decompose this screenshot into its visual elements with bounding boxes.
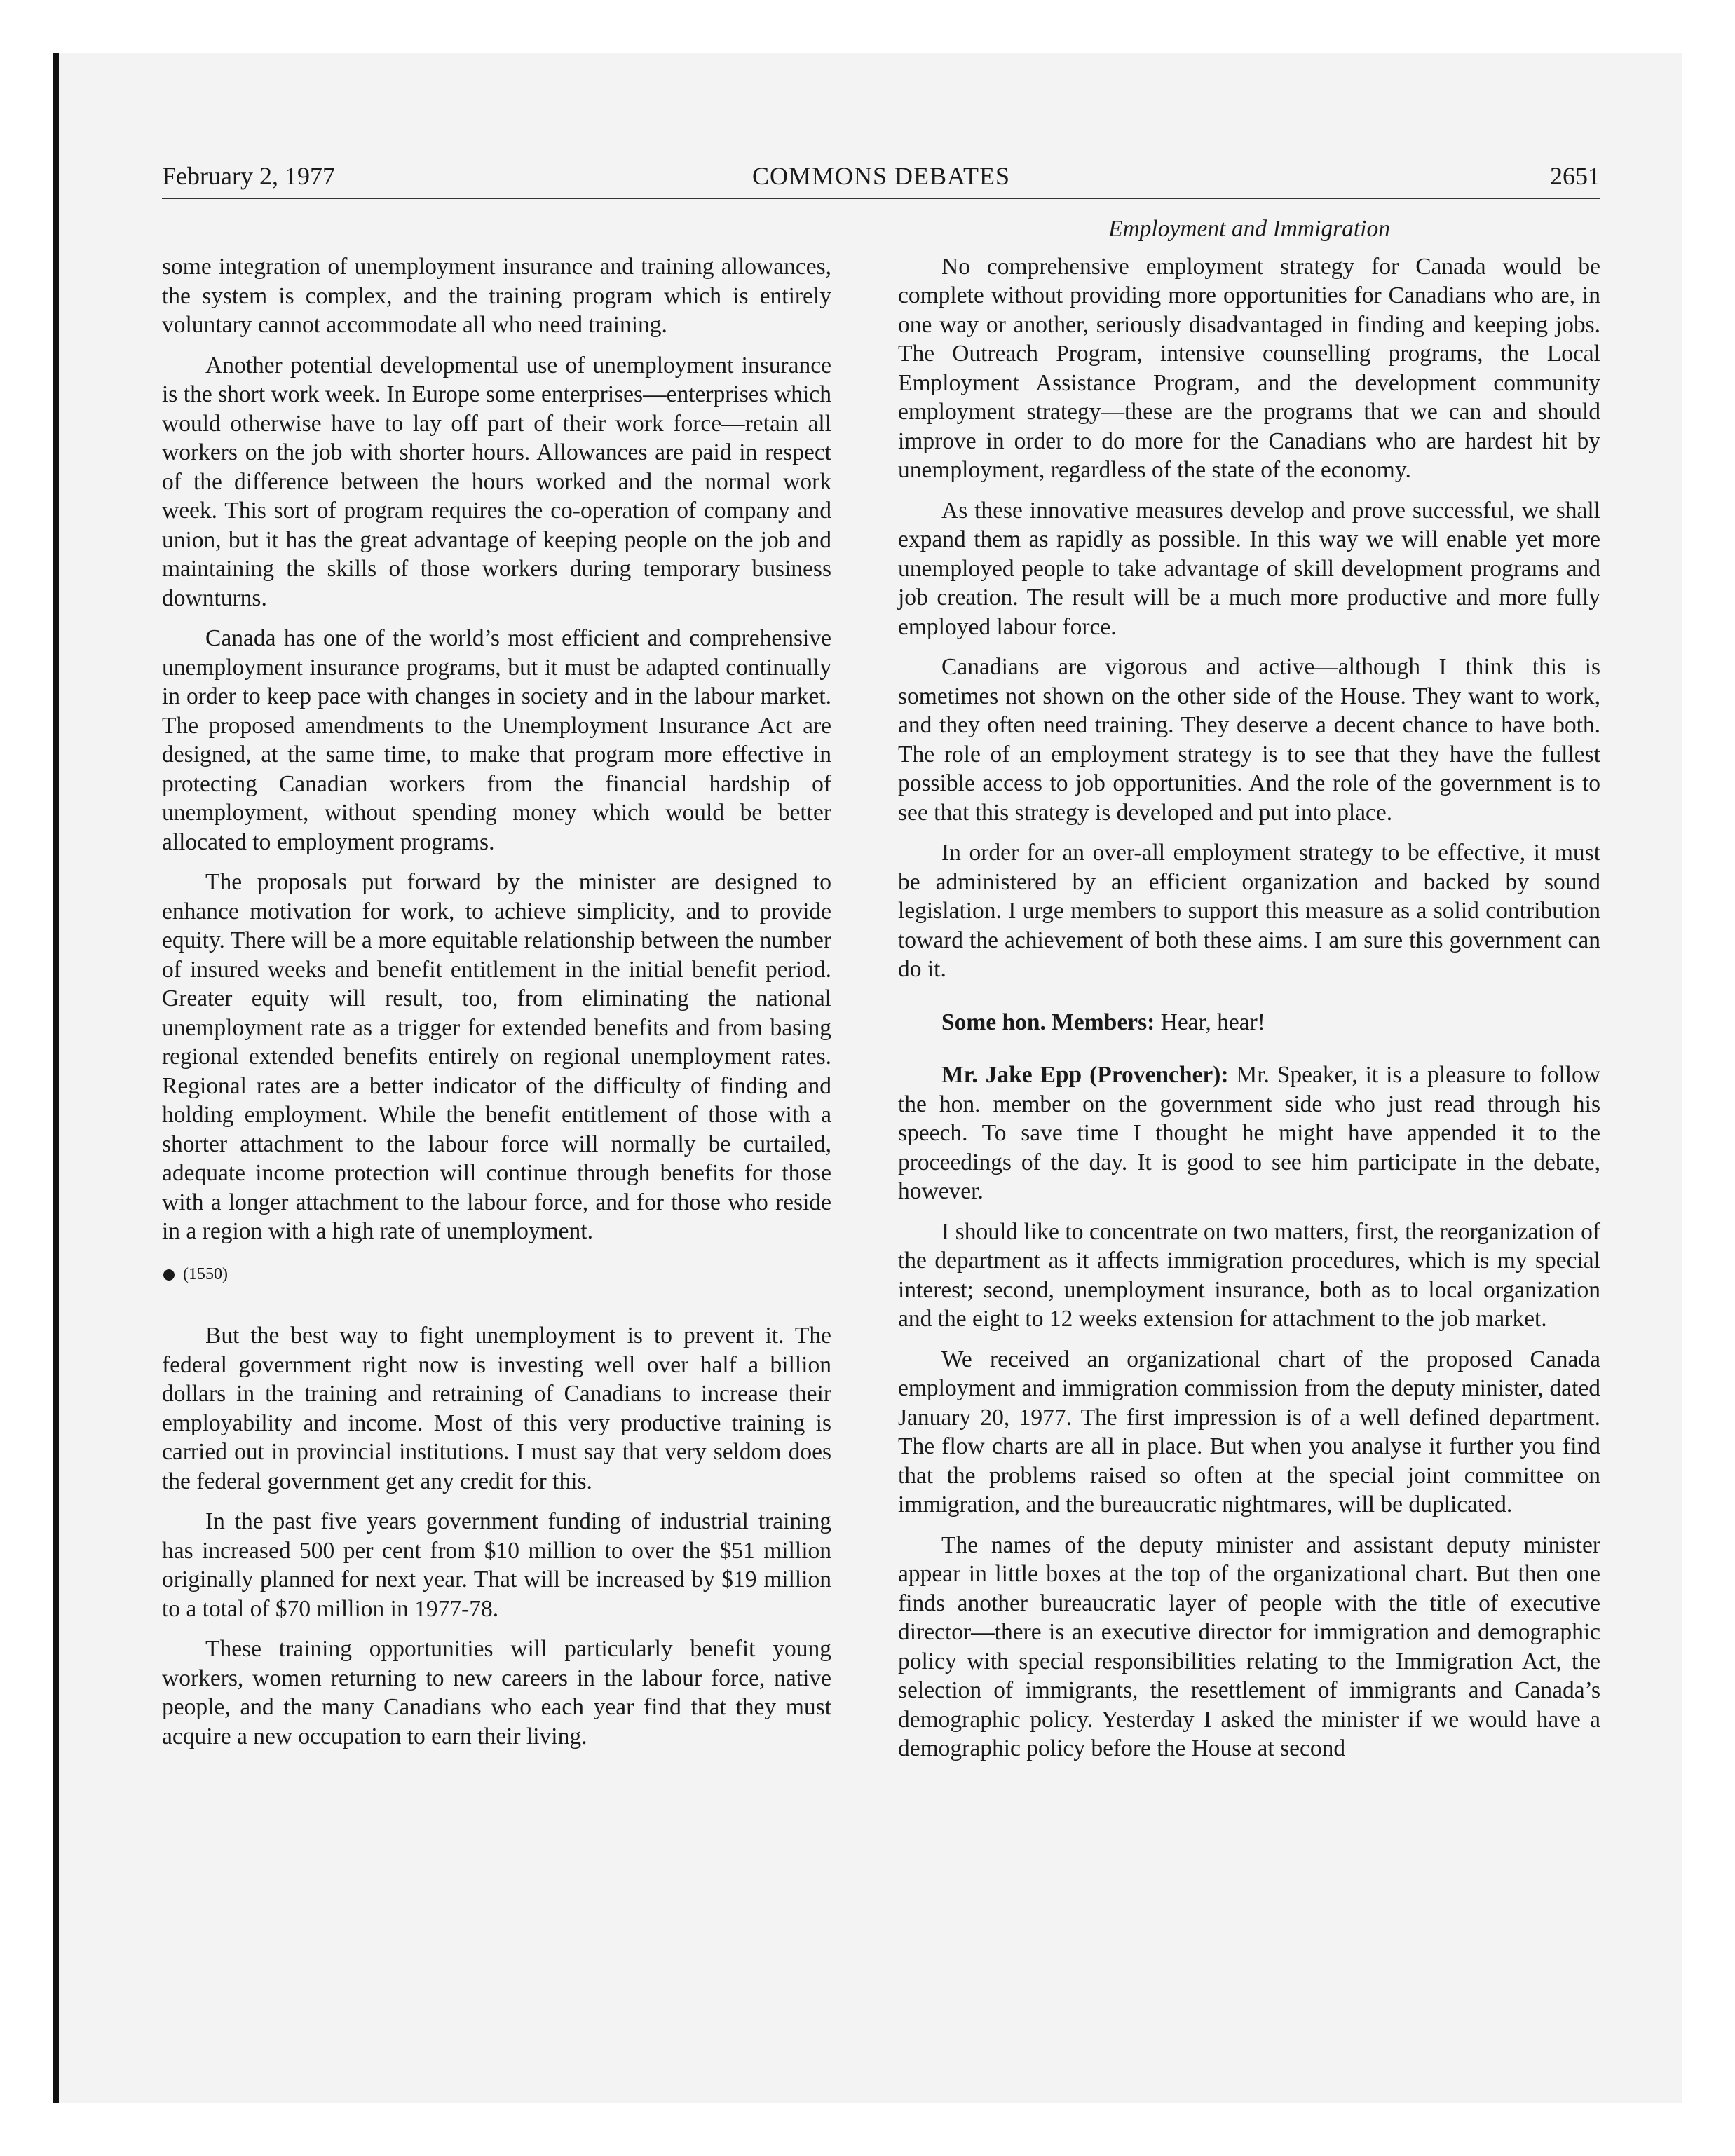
header-page-number: 2651 [1550,162,1600,190]
interjection [898,1008,1600,1037]
left-column [162,252,831,1762]
paragraph: In the past five years government funding of industrial training has increased 500 per cent from $10 million to over the $51 million originally planned for next year. That will be increased by $19 million to a total of $70 million in 1977-78. [162,1508,831,1622]
paragraph: The proposals put forward by the minister are designed to enhance motivation for work, to achieve simplicity, and to provide equity. There will be a more equitable relationship between the number of insured weeks and benefit entitlement in the initial benefit period. Greater equity will result, too, from eliminating the national unemployment rate as a trigger for extended benefits and from basing regional extended benefits entirely on regional unemployment rates. Regional rates are a better indicator of the difficulty of finding and holding employment. While the benefit entitlement of those with a shorter attachment to the labour force will normally be curtailed, adequate income protection will continue through benefits for those with a longer attachment to the labour force, and for those who reside in a region with a high rate of unemployment. [162,869,831,1244]
paragraph: No comprehensive employment strategy for Canada would be complete without providing more opportunities for Canadians who are, in one way or another, seriously disadvantaged in finding and keeping jobs. The Outreach Program, intensive counselling programs, the Local Employment Assistance Program, and the development community employment strategy—these are the programs that we can and should improve in order to do more for the Canadians who are hardest hit by unemployment, regardless of the state of the economy. [898,253,1600,483]
bullet-icon [163,1269,175,1281]
paragraph: Another potential developmental use of unemployment insurance is the short work week. In Europe some enterprises—enterprises which would otherwise have to lay off part of their work force—retain all workers on the job with shorter hours. Allowances are paid in respect of the difference between the hours worked and the normal work week. This sort of program requires the co-operation of company and union, but it has the great advantage of keeping people on the job and maintaining the skills of those workers during temporary business downturns. [162,352,831,611]
paragraph: I should like to concentrate on two matters, first, the reorganization of the department as it affects immigration procedures, which is my special interest; second, unemployment insurance, both as to local organization and the eight to 12 weeks extension for attachment to the job market. [898,1218,1600,1332]
paragraph: some integration of unemployment insurance and training allowances, the system is complex, and the training program which is entirely voluntary cannot accommodate all who need training. [162,254,831,338]
header-title: COMMONS DEBATES [751,162,1011,190]
spacer [898,995,1600,1008]
paragraph: As these innovative measures develop and prove successful, we shall expand them as rapidly as possible. In this way we will enable yet more unemployed people to take advantage of skill development programs and job creation. The result will be a much more productive and more fully employed labour force. [898,497,1600,640]
section-heading: Employment and Immigration [1108,216,1390,242]
speech-paragraph [898,1060,1600,1206]
paragraph: In order for an over-all employment strategy to be effective, it must be administered by an efficient organization and backed by sound legislation. I urge members to support this measure as a solid contribution toward the achievement of both these aims. I am sure this government can do it. [898,840,1600,982]
interjection-text: Hear, hear! [1155,1009,1265,1035]
paragraph: These training opportunities will particularly benefit young workers, women returning to new careers in the labour force, native people, and the many Canadians who each year find that they must acquire a new occupation to earn their living. [162,1636,831,1749]
time-marker-text: (1550) [183,1264,228,1283]
speaker-label: Mr. Jake Epp (Provencher): [941,1062,1229,1088]
spacer [898,1048,1600,1060]
time-marker [162,1260,831,1290]
page-header [162,161,1600,199]
header-date: February 2, 1977 [162,162,335,190]
paragraph: Canadians are vigorous and active—although I think this is sometimes not shown on the other side of the House. They want to work, and they often need training. They deserve a decent chance to have both. The role of an employment strategy is to see that they have the fullest possible access to job opportunities. And the role of the government is to see that this strategy is developed and put into place. [898,654,1600,826]
scan-edge-bar [53,53,59,2103]
speaker-label: Some hon. Members: [941,1009,1155,1035]
paragraph: But the best way to fight unemployment is to prevent it. The federal government right now is investing well over half a billion dollars in the training and retraining of Canadians to increase their employability and income. Most of this very productive training is carried out in provincial institutions. I must say that very seldom does the federal government get any credit for this. [162,1323,831,1494]
speech-text: Mr. Speaker, it is a pleasure to follow the hon. member on the government side who just read through his speech. To save time I thought he might have appended it to the proceedings of the day. It is good to see him participate in the debate, however. [898,1062,1601,1204]
right-column [898,214,1600,1775]
paragraph: We received an organizational chart of the proposed Canada employment and immigration commission from the deputy minister, dated January 20, 1977. The first impression is of a well defined department. The flow charts are all in place. But when you analyse it further you find that the problems raised so often at the special joint committee on immigration, and the bureaucratic nightmares, will be duplicated. [898,1346,1600,1517]
paragraph: The names of the deputy minister and assistant deputy minister appear in little boxes at the top of the organizational chart. But then one finds another bureaucratic layer of people with the title of executive director—there is an executive director for immigration and demographic policy with special responsibilities relating to the Immigration Act, the selection of immigrants, the resettlement of immigrants and Canada’s demographic policy. Yesterday I asked the minister if we would have a demographic policy before the House at second [898,1531,1600,1761]
paragraph: Canada has one of the world’s most efficient and comprehensive unemployment insurance programs, but it must be adapted continually in order to keep pace with changes in society and in the labour market. The proposed amendments to the Unemployment Insurance Act are designed, at the same time, to make that program more effective in protecting Canadian workers from the financial hardship of unemployment, without spending money which would be better allocated to employment programs. [162,625,831,855]
